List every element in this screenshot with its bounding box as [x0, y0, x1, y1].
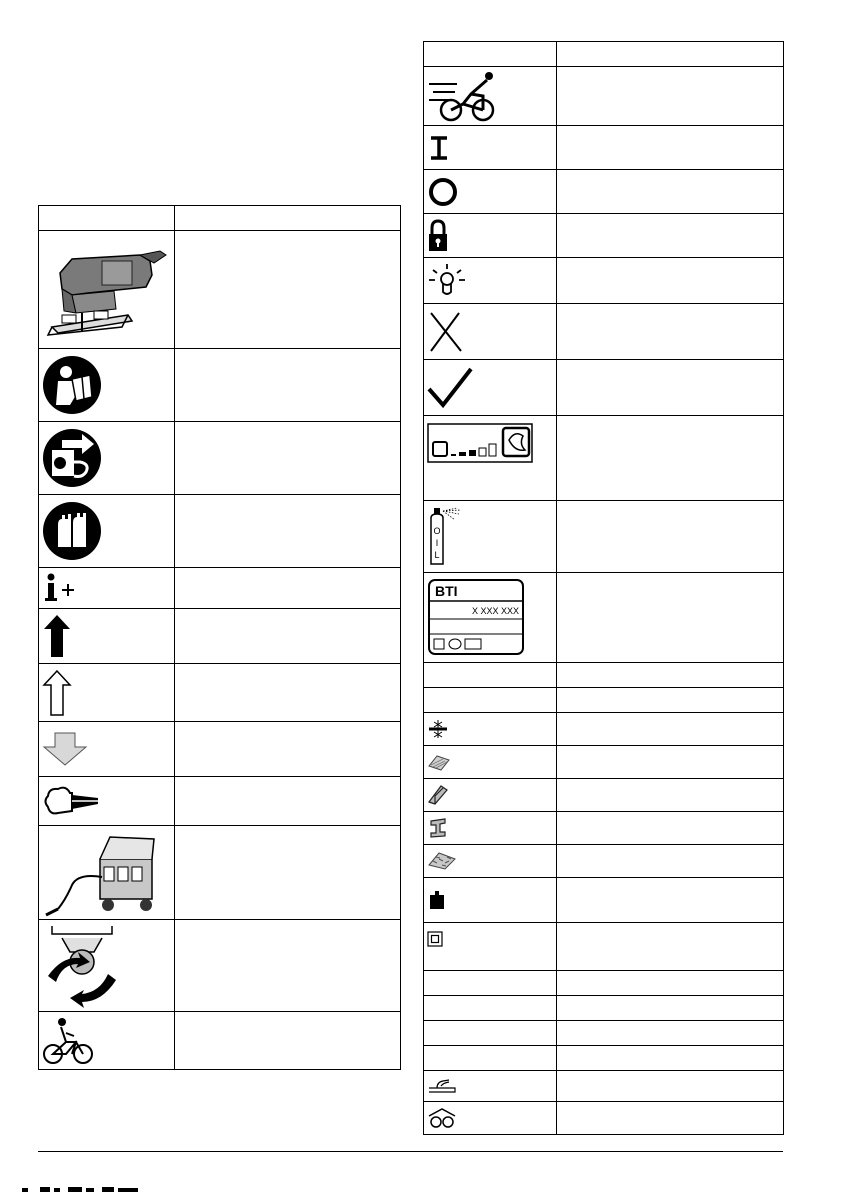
row-text [557, 688, 784, 713]
row-text [557, 304, 784, 360]
table-row [424, 746, 784, 779]
row-text [175, 826, 401, 920]
row-text [557, 996, 784, 1021]
table-row [424, 126, 784, 170]
read-manual-icon [42, 355, 102, 415]
row-text [557, 923, 784, 971]
row-text [557, 779, 784, 812]
row-text [557, 1071, 784, 1102]
left-symbol-table [38, 205, 401, 1070]
nameplate-icon [427, 578, 527, 658]
row-text [557, 170, 784, 214]
row-text [557, 67, 784, 126]
footer-print-marks [20, 1186, 320, 1192]
row-text [175, 722, 401, 777]
power-on-icon [427, 134, 451, 162]
row-text [175, 920, 401, 1012]
table-row [39, 495, 401, 568]
table-row [424, 971, 784, 996]
row-text [557, 713, 784, 746]
table-row [39, 664, 401, 722]
row-text [557, 416, 784, 501]
row-text [175, 664, 401, 722]
row-text [557, 971, 784, 996]
row-text [557, 1046, 784, 1071]
header-cell-symbol [424, 42, 557, 67]
cross-icon [427, 309, 467, 355]
unplug-icon [42, 428, 102, 488]
table-row [424, 1021, 784, 1046]
cyclist-icon [42, 1016, 94, 1066]
light-icon [427, 262, 467, 300]
footer-divider [38, 1151, 783, 1152]
nameplate-serial: X XXX XXX [471, 605, 519, 616]
table-row [424, 258, 784, 304]
cut-depth-icon [427, 718, 449, 740]
blower-icon [42, 783, 102, 819]
table-row [39, 1012, 401, 1070]
table-row [39, 231, 401, 349]
table-row [39, 349, 401, 422]
table-row [39, 920, 401, 1012]
table-row [39, 826, 401, 920]
row-text [557, 878, 784, 923]
row-text [557, 573, 784, 663]
table-row [424, 713, 784, 746]
table-row [39, 777, 401, 826]
table-row [424, 688, 784, 713]
row-text [175, 422, 401, 495]
table-row [39, 422, 401, 495]
row-text [175, 609, 401, 664]
table-row [424, 573, 784, 663]
wood-icon [427, 752, 451, 772]
svg-text:I: I [435, 537, 439, 548]
table-row [424, 214, 784, 258]
row-text [175, 495, 401, 568]
row-text [557, 1102, 784, 1135]
table-row [424, 1071, 784, 1102]
table-row [424, 878, 784, 923]
row-text [557, 360, 784, 416]
cutting-line-icon [427, 1076, 457, 1096]
table-row [424, 501, 784, 573]
row-text [557, 663, 784, 688]
table-row [39, 722, 401, 777]
row-text [557, 746, 784, 779]
row-text [175, 777, 401, 826]
nameplate-brand: BTI [435, 582, 458, 599]
header-cell-meaning [557, 42, 784, 67]
table-row [424, 996, 784, 1021]
stone-icon [427, 851, 457, 871]
table-row [424, 845, 784, 878]
jigsaw-tool-image [42, 235, 170, 345]
table-row [424, 923, 784, 971]
lock-icon [427, 219, 449, 253]
table-row [424, 170, 784, 214]
weight-icon [427, 889, 449, 911]
svg-text:L: L [434, 549, 440, 560]
arrow-down-icon [42, 731, 88, 767]
row-text [175, 1012, 401, 1070]
row-text [557, 258, 784, 304]
table-row [424, 304, 784, 360]
fast-cyclist-icon [427, 70, 499, 122]
row-text [557, 501, 784, 573]
table-row [424, 360, 784, 416]
sheet-metal-icon [427, 784, 451, 806]
right-symbol-table [423, 41, 784, 1135]
info-plus-icon [42, 573, 82, 603]
row-text [557, 812, 784, 845]
header-cell-meaning [175, 206, 401, 231]
vacuum-extractor-image [42, 829, 170, 917]
gloves-icon [42, 501, 102, 561]
table-row [424, 1102, 784, 1135]
protection-class-icon [427, 931, 445, 949]
table-row [39, 568, 401, 609]
table-row [424, 416, 784, 501]
table-row [424, 67, 784, 126]
row-text [175, 568, 401, 609]
table-header-row [424, 42, 784, 67]
table-row [424, 812, 784, 845]
blade-rotation-icon [42, 922, 122, 1010]
table-row [39, 609, 401, 664]
table-row [424, 779, 784, 812]
check-icon [427, 365, 475, 411]
table-row [424, 663, 784, 688]
guide-rollers-icon [427, 1106, 457, 1130]
header-cell-symbol [39, 206, 175, 231]
row-text [557, 126, 784, 170]
row-text [557, 214, 784, 258]
row-text [557, 1021, 784, 1046]
speed-scale-icon [427, 422, 535, 464]
steel-profile-icon [427, 817, 451, 839]
oil-spray-icon [427, 506, 487, 568]
outline-arrow-up-icon [42, 669, 72, 717]
table-row [424, 1046, 784, 1071]
svg-text:O: O [433, 525, 441, 536]
row-text [175, 231, 401, 349]
row-text [175, 349, 401, 422]
power-off-icon [427, 176, 459, 208]
table-header-row [39, 206, 401, 231]
filled-arrow-up-icon [42, 613, 72, 659]
row-text [557, 845, 784, 878]
